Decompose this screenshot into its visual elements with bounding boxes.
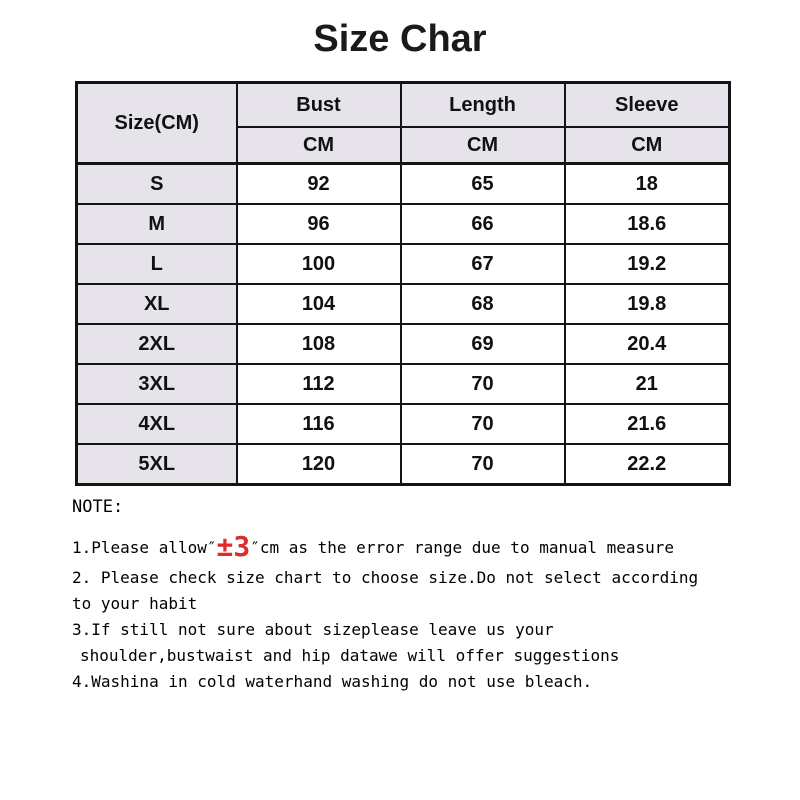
cell-length: 65 <box>401 164 565 205</box>
cell-length: 70 <box>401 444 565 485</box>
tolerance-highlight: ±3 <box>216 530 251 563</box>
table-row-3xl <box>77 364 730 404</box>
header-row <box>77 83 730 128</box>
table-row-m <box>77 204 730 244</box>
table-row-5xl <box>77 444 730 485</box>
cell-sleeve: 18 <box>565 164 730 205</box>
cell-sleeve: 21.6 <box>565 404 730 444</box>
note-2-line-2: to your habit <box>72 594 198 613</box>
page-title: Size Char <box>313 18 487 60</box>
cell-bust: 112 <box>237 364 401 404</box>
cell-sleeve: 20.4 <box>565 324 730 364</box>
column-header-length: Length <box>401 83 565 128</box>
cell-bust: 120 <box>237 444 401 485</box>
note-1 <box>72 530 742 563</box>
cell-bust: 96 <box>237 204 401 244</box>
cell-size: L <box>77 244 237 284</box>
cell-sleeve: 21 <box>565 364 730 404</box>
table-row-s <box>77 164 730 205</box>
cell-size: S <box>77 164 237 205</box>
cell-size: 4XL <box>77 404 237 444</box>
cell-bust: 100 <box>237 244 401 284</box>
cell-bust: 92 <box>237 164 401 205</box>
cell-length: 67 <box>401 244 565 284</box>
cell-size: 5XL <box>77 444 237 485</box>
unit-sleeve: CM <box>565 127 730 164</box>
note-1-prefix: 1.Please allow″ <box>72 538 217 557</box>
cell-length: 70 <box>401 364 565 404</box>
cell-length: 69 <box>401 324 565 364</box>
cell-sleeve: 19.8 <box>565 284 730 324</box>
cell-size: 2XL <box>77 324 237 364</box>
table-row-l <box>77 244 730 284</box>
cell-bust: 116 <box>237 404 401 444</box>
column-header-sleeve: Sleeve <box>565 83 730 128</box>
notes-section <box>72 494 742 695</box>
unit-bust: CM <box>237 127 401 164</box>
note-3-line-2: shoulder,bustwaist and hip datawe will offer suggestions <box>80 646 620 665</box>
cell-sleeve: 19.2 <box>565 244 730 284</box>
unit-length: CM <box>401 127 565 164</box>
cell-bust: 104 <box>237 284 401 324</box>
cell-size: M <box>77 204 237 244</box>
table-row-xl <box>77 284 730 324</box>
corner-header: Size(CM) <box>77 83 237 164</box>
column-header-bust: Bust <box>237 83 401 128</box>
table-row-4xl <box>77 404 730 444</box>
cell-sleeve: 22.2 <box>565 444 730 485</box>
notes-heading: NOTE: <box>72 497 124 517</box>
cell-bust: 108 <box>237 324 401 364</box>
size-table <box>75 81 731 486</box>
table-row-2xl <box>77 324 730 364</box>
cell-sleeve: 18.6 <box>565 204 730 244</box>
cell-length: 68 <box>401 284 565 324</box>
note-4: 4.Washina in cold waterhand washing do not use bleach. <box>72 672 593 691</box>
cell-size: XL <box>77 284 237 324</box>
cell-length: 66 <box>401 204 565 244</box>
cell-size: 3XL <box>77 364 237 404</box>
note-1-suffix: ″cm as the error range due to manual measure <box>250 538 675 557</box>
cell-length: 70 <box>401 404 565 444</box>
note-3-line-1: 3.If still not sure about sizeplease leave us your <box>72 620 554 639</box>
note-2-line-1: 2. Please check size chart to choose size.Do not select according <box>72 568 699 587</box>
